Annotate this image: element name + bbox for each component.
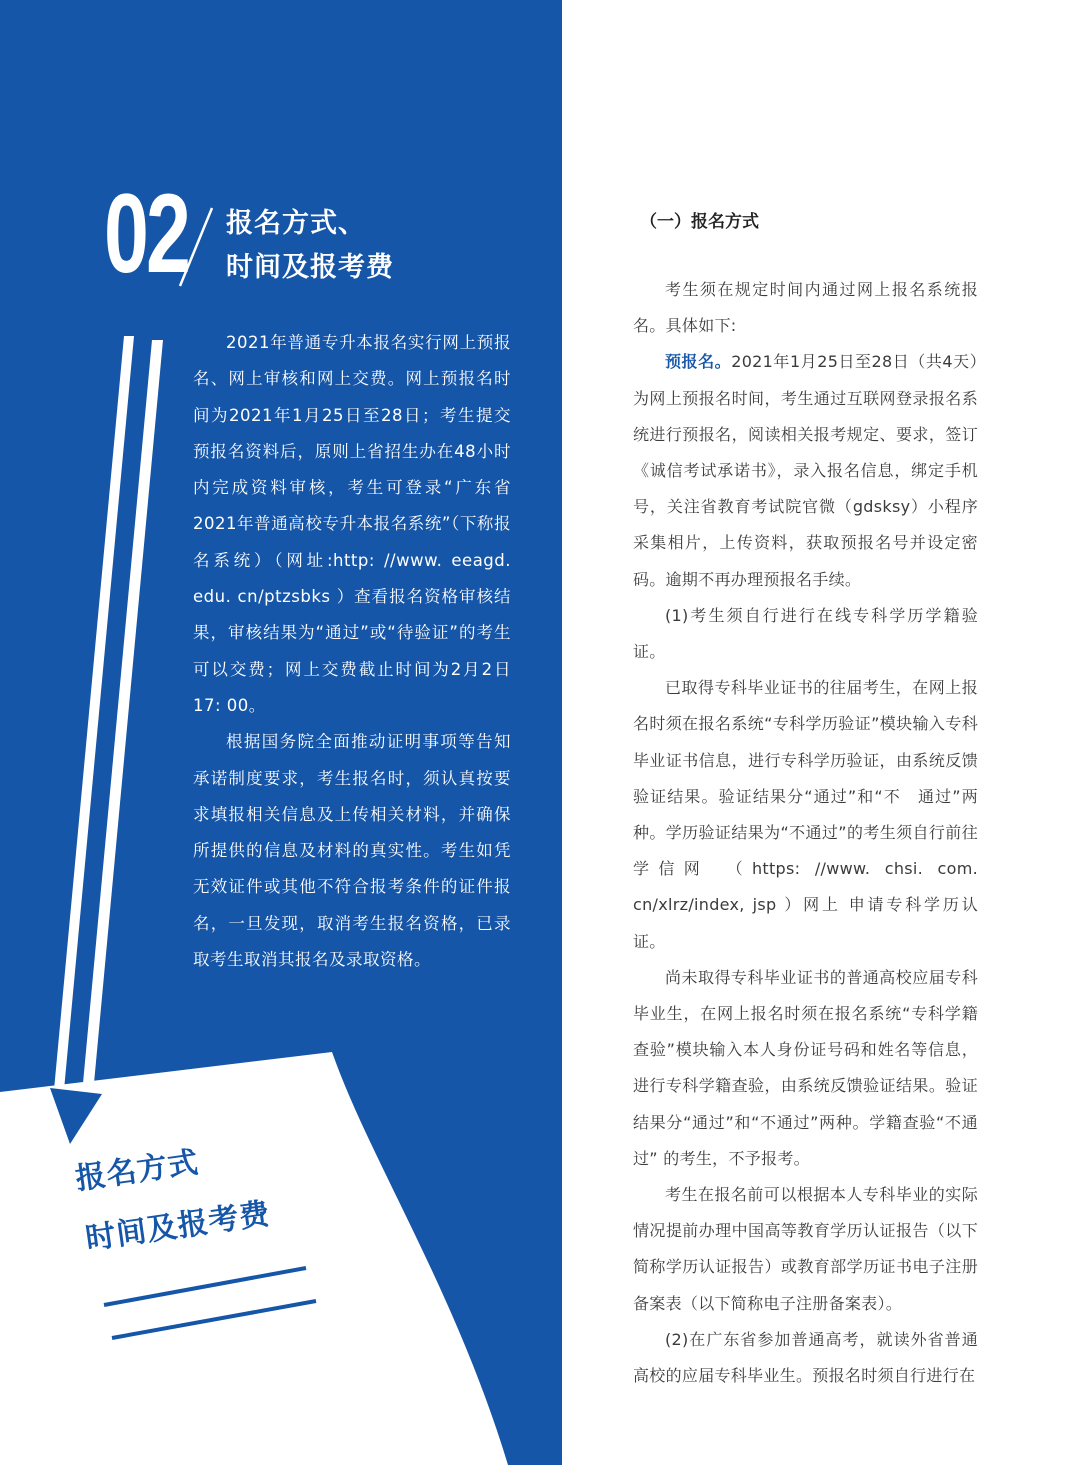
left-paragraph: 根据国务院全面推动证明事项等告知承诺制度要求，考生报名时，须认真按要求填报相关信息及上传相关材料，并确保所提供的信息及材料的真实性。考生如凭无效证件或其他不符合报考条件的证件报名，一旦发现，取消考生报名资格，已录取考生取消其报名及录取资格。 — [193, 732, 511, 970]
right-paragraph: 考生须在规定时间内通过网上报名系统报名。具体如下: — [633, 280, 978, 336]
right-paragraph: (1)考生须自行进行在线专科学历学籍验证。 — [633, 605, 978, 662]
pre-registration-text: 2021年1月25日至28日（共4天）为网上预报名时间，考生通过互联网登录报名系统进行预报名，阅读相关报考规定、要求，签订《诚信考试承诺书》，录入报名信息，绑定手机号，关注省教育考试院官微（gdsksy）小程序采集相片，上传资料，获取预报名号并设定密码。逾期不再办理预报名手续。 — [633, 352, 979, 589]
right-paragraph — [633, 344, 978, 597]
left-body-text — [193, 325, 511, 978]
left-paragraph: 2021年普通专升本报名实行网上预报名、网上审核和网上交费。网上预报名时间为2021年1月25日至28日；考生提交预报名资料后，原则上省招生办在48小时内完成资料审核，考生可登录“广东省2021年普通高校专升本报名系统”（下称报名系统）（网址:http: //www. eeagd. edu. cn/ptzsbks ）查看报名资格审核结果，审核结果为“通过”或“待验证”的考生可以交费；网上交费截止时间为2月2日17: 00。 — [193, 333, 511, 715]
right-body-text — [633, 272, 978, 1394]
section-number: 02 — [104, 171, 188, 296]
right-paragraph: (2)在广东省参加普通高考，就读外省普通高校的应届专科毕业生。预报名时须自行进行在 — [633, 1329, 978, 1386]
right-paragraph: 已取得专科毕业证书的往届考生，在网上报名时须在报名系统“专科学历验证”模块输入专科毕业证书信息，进行专科学历验证，由系统反馈验证结果。验证结果分“通过”和“不 通过”两种。学历验证结果为“不通过”的考生须自行前往学信网 （https: //www. chsi. com. cn/xlrz/index, jsp ）网上 申请专科学历认证。 — [633, 678, 978, 951]
pre-registration-label: 预报名。 — [665, 352, 732, 372]
bottom-title-line2: 时间及报考费 — [83, 1196, 273, 1257]
underline-stroke-2 — [112, 1301, 316, 1338]
right-paragraph: 考生在报名前可以根据本人专科毕业的实际情况提前办理中国高等教育学历认证报告（以下简称学历认证报告）或教育部学历证书电子注册备案表（以下简称电子注册备案表）。 — [633, 1185, 978, 1313]
subsection-heading: （一）报名方式 — [640, 212, 759, 232]
section-title-line1: 报名方式、 — [226, 208, 366, 239]
underline-stroke-1 — [104, 1268, 306, 1305]
right-paragraph: 尚未取得专科毕业证书的普通高校应届专科毕业生，在网上报名时须在报名系统“专科学籍查验”模块输入本人身份证号码和姓名等信息，进行专科学籍查验，由系统反馈验证结果。验证结果分“通过”和“不通过”两种。学籍查验“不通过” 的考生，不予报考。 — [633, 967, 978, 1168]
section-title-line2: 时间及报考费 — [226, 252, 394, 283]
bottom-title-line1: 报名方式 — [73, 1145, 202, 1197]
